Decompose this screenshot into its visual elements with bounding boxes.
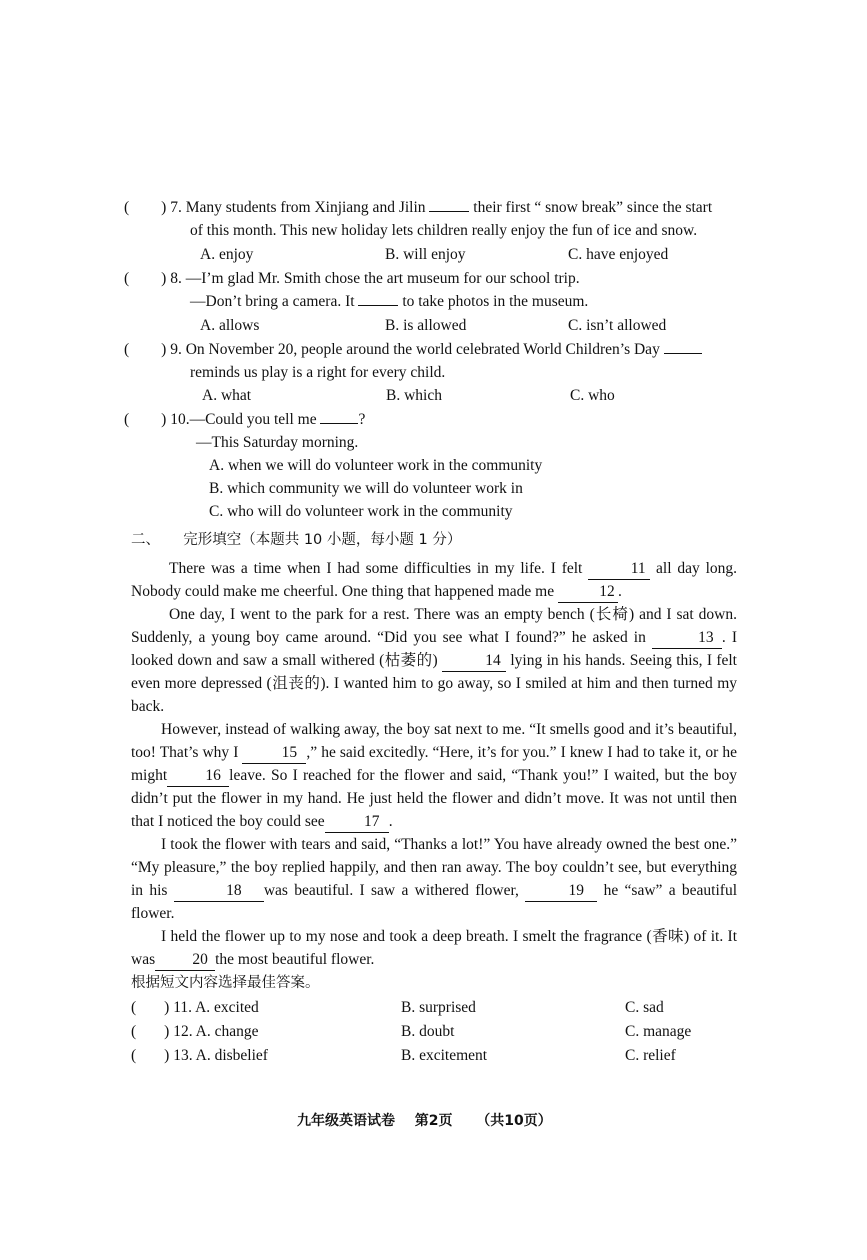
question-number: 8. [170,270,182,287]
footer-page: 第2页 [414,1113,453,1129]
question-10-line2: —This Saturday morning. [196,434,359,451]
section-heading [131,529,461,552]
blank-18: 18 [174,881,264,902]
option-c: C. have enjoyed [568,246,669,263]
answer-paren-close: ) [161,270,167,287]
option-c: C. manage [625,1023,692,1040]
answer-paren-close: ) [164,1047,170,1064]
answer-paren-close: ) [164,999,170,1016]
option-a: A. enjoy [200,246,254,263]
question-text: —Don’t bring a camera. It [190,293,355,310]
paragraph [131,925,737,971]
answer-paren-open: ( [131,1047,137,1064]
question-number: 12. [173,1023,193,1040]
answer-paren-open: ( [131,1023,137,1040]
option-a: A. when we will do volunteer work in the community [209,457,543,474]
blank-17: 17 [325,812,389,833]
option-c: C. sad [625,999,664,1016]
section-number: 二、 [131,532,160,548]
question-text: Many students from Xinjiang and Jilin [185,199,426,216]
option-b: B. excitement [401,1047,488,1064]
passage-text: all day long. Nobody could make me cheerful. One thing that happened made me [131,560,738,600]
blank-20: 20 [155,950,215,971]
passage-text: There was a time when I had some difficulties in my life. I felt [169,560,583,577]
mc-question-12 [131,1020,258,1043]
mc-question-13 [131,1044,268,1067]
mc-question-11 [131,996,259,1019]
passage-text: the most beautiful flower. [215,951,375,968]
question-number: 10. [170,411,190,428]
question-text: to take photos in the museum. [402,293,589,310]
answer-paren-open: ( [124,270,130,287]
option-b: B. which community we will do volunteer work in [209,480,523,497]
paragraph [131,603,737,718]
question-7-line2: of this month. This new holiday lets children really enjoy the fun of ice and snow. [190,222,698,239]
option-a: A. allows [200,317,260,334]
passage-text: leave. So I reached for the flower and said, “Thank you!” I waited, but the boy didn’t put the flower in my hand. He just held the flower and didn’t move. It was not until then that I noticed the boy could see [131,767,737,830]
question-text: —Could you tell me [189,411,317,428]
question-9-line2: reminds us play is a right for every child. [190,364,446,381]
option-b: B. surprised [401,999,476,1016]
question-8-line2 [190,290,588,313]
option-a: A. what [202,387,252,404]
passage-text: . I looked down and saw a small withered (枯萎的) [131,629,738,669]
answer-blank [664,338,702,354]
question-text: On November 20, people around the world celebrated World Children’s Day [185,341,660,358]
passage-text: was beautiful. I saw a withered flower, [263,882,519,899]
footer-total: （共10页） [476,1113,552,1129]
answer-paren-open: ( [124,199,130,216]
option-c: C. who [570,387,615,404]
answer-blank [429,196,469,212]
question-text: —I’m glad Mr. Smith chose the art museum for our school trip. [185,270,580,287]
answer-paren-close: ) [164,1023,170,1040]
paragraph [131,557,737,603]
question-text: their first “ snow break” since the start [473,199,713,216]
blank-19: 19 [525,881,597,902]
passage-text: . [617,583,622,600]
section-title: 完形填空（本题共 10 小题，每小题 1 分） [183,532,462,548]
question-7 [124,196,712,219]
blank-13: 13 [652,628,722,649]
option-a: A. excited [195,999,259,1016]
answer-paren-close: ) [161,199,167,216]
option-c: C. relief [625,1047,676,1064]
question-number: 7. [170,199,182,216]
blank-15: 15 [242,743,306,764]
page-footer [297,1110,552,1133]
answer-paren-open: ( [124,341,130,358]
question-number: 11. [173,999,193,1016]
question-text: ? [358,411,366,428]
passage-text: he “saw” a beautiful flower. [131,882,738,922]
answer-paren-open: ( [131,999,137,1016]
blank-11: 11 [588,559,650,580]
blank-14: 14 [442,651,506,672]
passage-text: I took the flower with tears and said, “Thanks a lot!” You have already owned the best one.” “My pleasure,” the boy replied happily, and then ran away. The boy couldn’t see, but everything in his [131,836,737,899]
blank-12: 12 [558,582,618,603]
passage-text: One day, I went to the park for a rest. There was an empty bench (长椅) and I sat down. Suddenly, a young boy came around. “Did you see what I found?” he asked in [131,606,737,646]
option-a: A. change [195,1023,259,1040]
passage-text: lying in his hands. Seeing this, I felt even more depressed (沮丧的). I wanted him to go away, so I smiled at him and then turned my back. [131,652,737,715]
paragraph [131,833,737,925]
option-c: C. who will do volunteer work in the community [209,503,513,520]
option-c: C. isn’t allowed [568,317,667,334]
paragraph [131,718,737,833]
question-9 [124,338,702,361]
answer-blank [320,408,358,424]
answer-paren-close: ) [161,341,167,358]
instruction: 根据短文内容选择最佳答案。 [131,975,320,991]
question-8 [124,267,580,290]
blank-16: 16 [167,766,229,787]
passage-text: I held the flower up to my nose and took a deep breath. I smelt the fragrance (香味) of it. It was [131,928,737,968]
footer-subject: 九年级英语试卷 [297,1113,395,1129]
cloze-passage [131,557,737,971]
answer-blank [358,290,398,306]
passage-text: . [388,813,393,830]
option-b: B. doubt [401,1023,455,1040]
question-number: 9. [170,341,182,358]
passage-text: However, instead of walking away, the boy sat next to me. “It smells good and it’s beautiful, too! That’s why I [131,721,737,761]
question-number: 13. [173,1047,193,1064]
question-10 [124,408,365,431]
option-b: B. which [386,387,442,404]
answer-paren-close: ) [161,411,167,428]
option-a: A. disbelief [195,1047,268,1064]
answer-paren-open: ( [124,411,130,428]
option-b: B. is allowed [385,317,467,334]
option-b: B. will enjoy [385,246,466,263]
passage-text: ,” he said excitedly. “Here, it’s for you.” I knew I had to take it, or he might [131,744,737,784]
